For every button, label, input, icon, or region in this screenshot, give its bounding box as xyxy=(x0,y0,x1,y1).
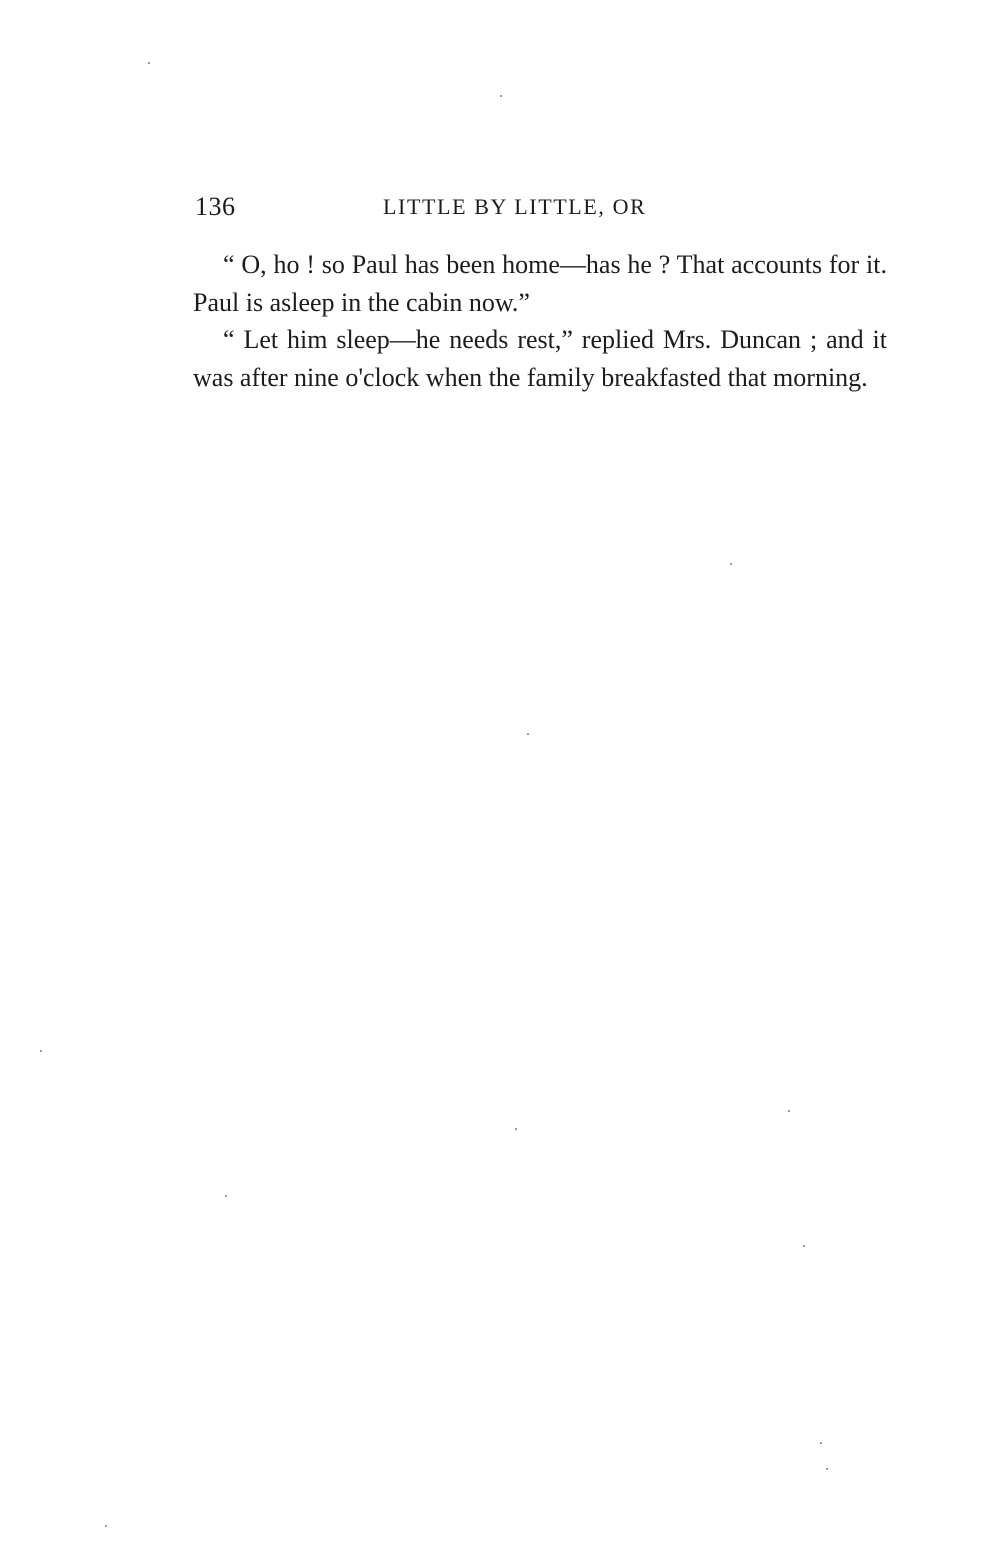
paragraph: “ Let him sleep—he needs rest,” replied Mrs. Duncan ; and it was after nine o'clock when the family breakfasted that morning. xyxy=(193,325,887,392)
running-title: LITTLE BY LITTLE, OR xyxy=(383,194,647,219)
scan-speck xyxy=(105,1525,107,1527)
scan-speck xyxy=(788,1110,790,1112)
scan-speck xyxy=(820,1442,822,1444)
scan-speck xyxy=(40,1050,42,1052)
body-text xyxy=(193,246,887,396)
running-head xyxy=(195,190,887,224)
scan-speck xyxy=(730,563,732,565)
scan-speck xyxy=(826,1468,828,1470)
scan-speck xyxy=(148,62,150,64)
scan-speck xyxy=(527,733,529,735)
page-number: 136 xyxy=(195,192,236,221)
scan-speck xyxy=(500,95,502,97)
scan-speck xyxy=(225,1195,227,1197)
scan-speck xyxy=(515,1128,517,1130)
paragraph: “ O, ho ! so Paul has been home—has he ? That accounts for it. Paul is asleep in the cabin now.” xyxy=(193,250,887,317)
scan-speck xyxy=(803,1245,805,1247)
